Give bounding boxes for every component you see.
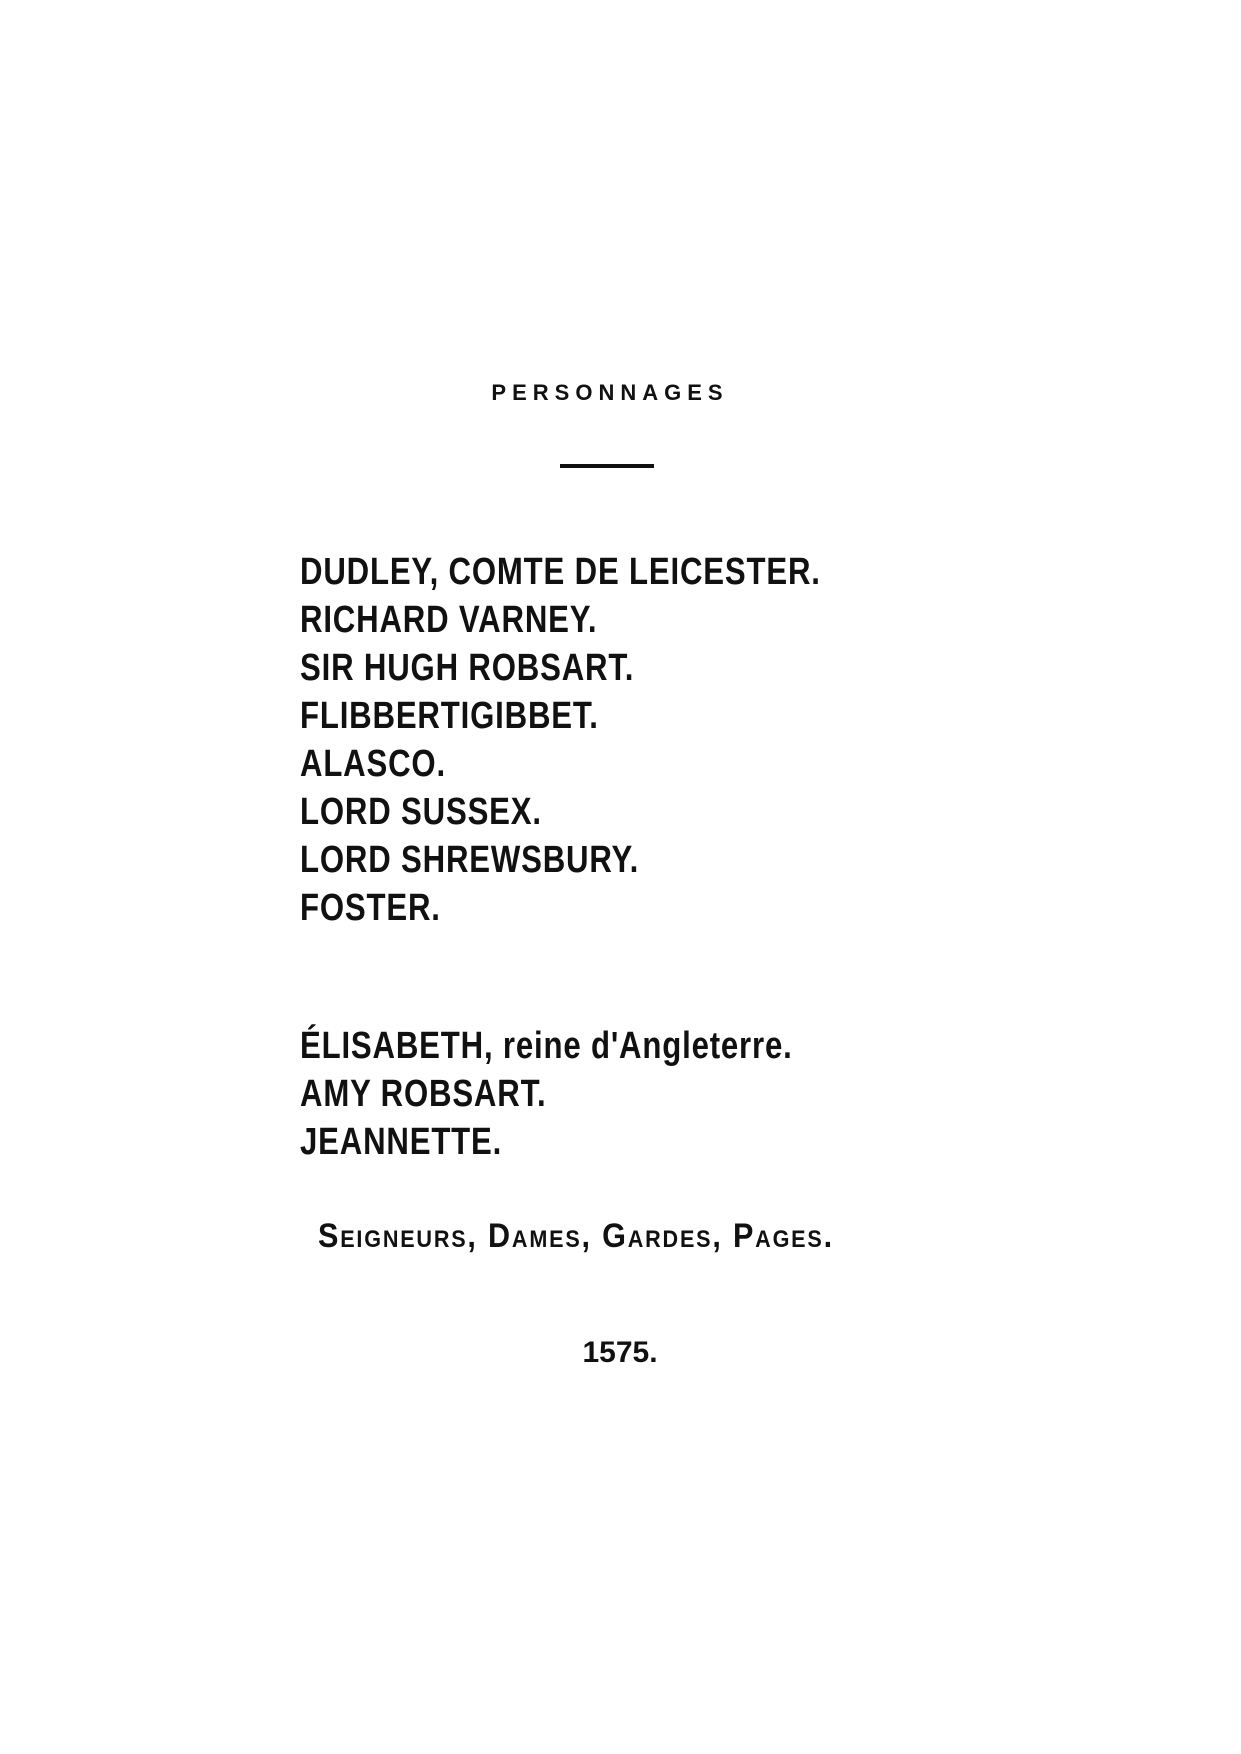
extras-line: Seigneurs, Dames, Gardes, Pages.: [318, 1217, 834, 1255]
cast-entry: DUDLEY, COMTE DE LEICESTER.: [300, 551, 821, 593]
cast-entry: LORD SHREWSBURY.: [300, 839, 640, 881]
cast-entry: RICHARD VARNEY.: [300, 599, 598, 641]
heading-rule: [560, 464, 654, 468]
cast-entry: JEANNETTE.: [300, 1121, 503, 1163]
cast-entry: FOSTER.: [300, 887, 441, 929]
cast-entry: SIR HUGH ROBSART.: [300, 647, 635, 689]
cast-entry: AMY ROBSART.: [300, 1073, 547, 1115]
male-cast-list: [300, 548, 956, 932]
page-heading: PERSONNAGES: [491, 380, 729, 405]
cast-entry: ALASCO.: [300, 743, 446, 785]
setting-date: 1575.: [582, 1336, 658, 1369]
cast-entry: LORD SUSSEX.: [300, 791, 542, 833]
cast-entry: ÉLISABETH, reine d'Angleterre.: [300, 1025, 793, 1067]
cast-entry: FLIBBERTIGIBBET.: [300, 695, 599, 737]
female-cast-list: [300, 1022, 956, 1166]
